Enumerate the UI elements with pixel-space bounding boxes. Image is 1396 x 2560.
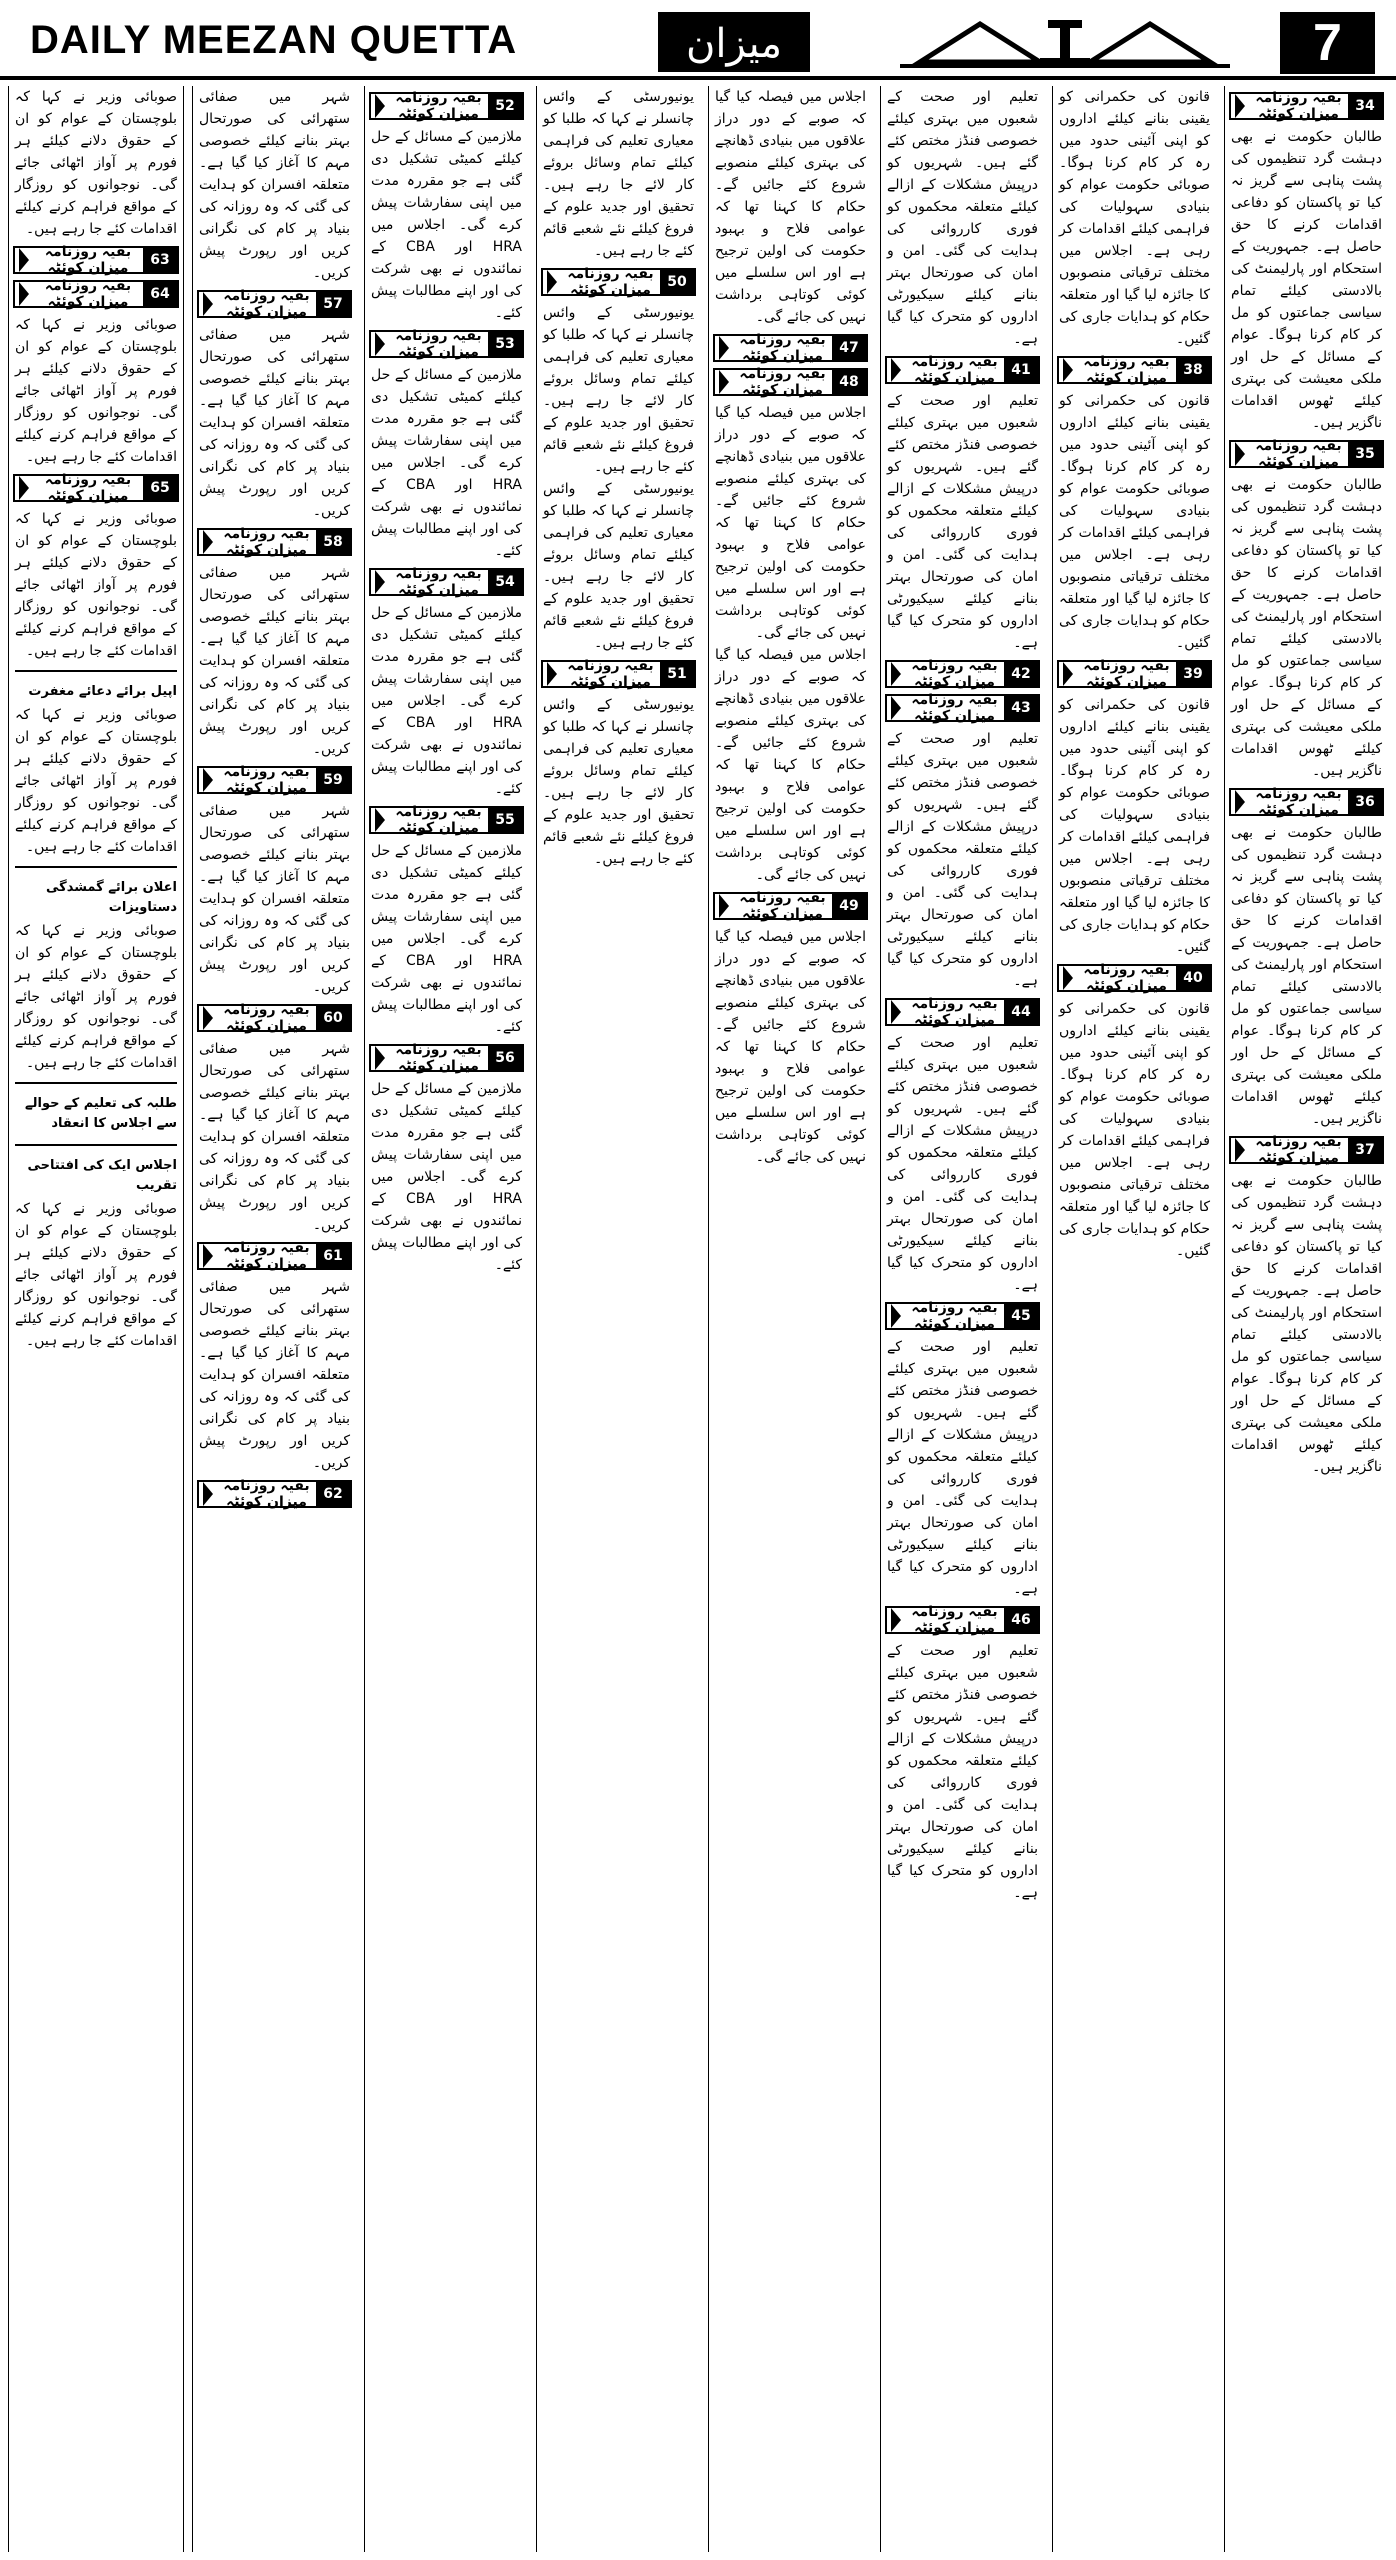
continuation-head	[1057, 660, 1212, 688]
continuation-number: 36	[1348, 790, 1382, 814]
column-text: قانون کی حکمرانی کو یقینی بنانے کیلئے اداروں کو اپنی آئینی حدود میں رہ کر کام کرنا ہوگا۔ صوبائی حکومت عوام کو بنیادی سہولیات کی فراہمی کیلئے اقدامات کر رہی ہے۔ اجلاس میں مختلف ترقیاتی منصوبوں کا جائزہ لیا گیا اور متعلقہ حکام کو ہدایات جاری کی گئیں۔	[1059, 89, 1210, 347]
continuation-number: 39	[1176, 662, 1210, 686]
continuation-number: 60	[316, 1006, 350, 1030]
column-4	[708, 86, 872, 2552]
continuation-head	[369, 568, 524, 596]
notice-title: اعلان برائے گمشدگی دستاویزات	[45, 880, 177, 915]
continuation-label: بقیہ روزنامہ میزان کوئٹہ	[739, 366, 826, 398]
column-text: اجلاس میں فیصلہ کیا گیا کہ صوبے کے دور دراز علاقوں میں بنیادی ڈھانچے کی بہتری کیلئے منصوبے شروع کئے جائیں گے۔ حکام کا کہنا تھا کہ عوامی فلاح و بہبود حکومت کی اولین ترجیح ہے اور اس سلسلے میں کوئی کوتاہی برداشت نہیں کی جائے گی۔	[715, 929, 866, 1165]
triangle-icon	[547, 270, 557, 294]
column-text: صوبائی وزیر نے کہا کہ بلوچستان کے عوام کو ان کے حقوق دلانے کیلئے ہر فورم پر آواز اٹھائی جائے گی۔ نوجوانوں کو روزگار کے مواقع فراہم کرنے کیلئے اقدامات کئے جا رہے ہیں۔	[15, 89, 177, 237]
triangle-icon	[203, 768, 213, 792]
column-2	[1052, 86, 1216, 2552]
continuation-head	[885, 1606, 1040, 1634]
continuation-head	[885, 694, 1040, 722]
triangle-icon	[1235, 790, 1245, 814]
continuation-head	[197, 528, 352, 556]
column-text: تعلیم اور صحت کے شعبوں میں بہتری کیلئے خصوصی فنڈز مختص کئے گئے ہیں۔ شہریوں کو درپیش مشکلات کے ازالے کیلئے متعلقہ محکموں کو فوری کارروائی کی ہدایت کی گئی۔ امن و امان کی صورتحال بہتر بنانے کیلئے سیکیورٹی اداروں کو متحرک کیا گیا ہے۔	[887, 1643, 1038, 1901]
continuation-number: 53	[488, 332, 522, 356]
column-text: یونیورسٹی کے وائس چانسلر نے کہا کہ طلبا کو معیاری تعلیم کی فراہمی کیلئے تمام وسائل بروئے کار لائے جا رہے ہیں۔ تحقیق اور جدید علوم کے فروغ کیلئے نئے شعبے قائم کئے جا رہے ہیں۔	[543, 89, 694, 259]
continuation-label: بقیہ روزنامہ میزان کوئٹہ	[223, 1478, 310, 1510]
continuation-head	[13, 280, 179, 308]
continuation-head	[713, 334, 868, 362]
column-text: صوبائی وزیر نے کہا کہ بلوچستان کے عوام کو ان کے حقوق دلانے کیلئے ہر فورم پر آواز اٹھائی جائے گی۔ نوجوانوں کو روزگار کے مواقع فراہم کرنے کیلئے اقدامات کئے جا رہے ہیں۔	[15, 707, 177, 855]
continuation-label: بقیہ روزنامہ میزان کوئٹہ	[223, 1240, 310, 1272]
column-text: شہر میں صفائی ستھرائی کی صورتحال بہتر بنانے کیلئے خصوصی مہم کا آغاز کیا گیا ہے۔ متعلقہ افسران کو ہدایت کی گئی کہ وہ روزانہ کی بنیاد پر کام کی نگرانی کریں اور رپورٹ پیش کریں۔	[199, 565, 350, 757]
continuation-label: بقیہ روزنامہ میزان کوئٹہ	[1255, 786, 1342, 818]
scales-of-justice-icon	[900, 10, 1230, 72]
column-text: اجلاس میں فیصلہ کیا گیا کہ صوبے کے دور دراز علاقوں میں بنیادی ڈھانچے کی بہتری کیلئے منصوبے شروع کئے جائیں گے۔ حکام کا کہنا تھا کہ عوامی فلاح و بہبود حکومت کی اولین ترجیح ہے اور اس سلسلے میں کوئی کوتاہی برداشت نہیں کی جائے گی۔	[715, 89, 866, 325]
triangle-icon	[1235, 94, 1245, 118]
triangle-icon	[19, 248, 29, 272]
column-text: ملازمین کے مسائل کے حل کیلئے کمیٹی تشکیل دی گئی ہے جو مقررہ مدت میں اپنی سفارشات پیش کرے گی۔ اجلاس میں HRA اور CBA کے نمائندوں نے بھی شرکت کی اور اپنے مطالبات پیش کئے۔	[371, 605, 522, 797]
continuation-number: 47	[832, 336, 866, 360]
triangle-icon	[1235, 442, 1245, 466]
continuation-head	[197, 1480, 352, 1508]
column-text: طالبان حکومت نے بھی دہشت گرد تنظیموں کی پشت پناہی سے گریز نہ کیا تو پاکستان کو دفاعی اقدامات کرنے کا حق حاصل ہے۔ جمہوریت کے استحکام اور پارلیمنٹ کی بالادستی کیلئے تمام سیاسی جماعتوں کو مل کر کام کرنا ہوگا۔ عوام کے مسائل کے حل اور ملکی معیشت کی بہتری کیلئے ٹھوس اقدامات ناگزیر ہیں۔	[1231, 825, 1382, 1127]
continuation-head	[369, 92, 524, 120]
column-text: تعلیم اور صحت کے شعبوں میں بہتری کیلئے خصوصی فنڈز مختص کئے گئے ہیں۔ شہریوں کو درپیش مشکلات کے ازالے کیلئے متعلقہ محکموں کو فوری کارروائی کی ہدایت کی گئی۔ امن و امان کی صورتحال بہتر بنانے کیلئے سیکیورٹی اداروں کو متحرک کیا گیا ہے۔	[887, 731, 1038, 989]
continuation-number: 50	[660, 270, 694, 294]
triangle-icon	[891, 1304, 901, 1328]
continuation-label: بقیہ روزنامہ میزان کوئٹہ	[911, 1604, 998, 1636]
continuation-label: بقیہ روزنامہ میزان کوئٹہ	[911, 996, 998, 1028]
column-6	[364, 86, 528, 2552]
column-text: طالبان حکومت نے بھی دہشت گرد تنظیموں کی پشت پناہی سے گریز نہ کیا تو پاکستان کو دفاعی اقدامات کرنے کا حق حاصل ہے۔ جمہوریت کے استحکام اور پارلیمنٹ کی بالادستی کیلئے تمام سیاسی جماعتوں کو مل کر کام کرنا ہوگا۔ عوام کے مسائل کے حل اور ملکی معیشت کی بہتری کیلئے ٹھوس اقدامات ناگزیر ہیں۔	[1231, 1173, 1382, 1475]
continuation-number: 58	[316, 530, 350, 554]
triangle-icon	[1235, 1138, 1245, 1162]
continuation-head	[541, 660, 696, 688]
column-text: یونیورسٹی کے وائس چانسلر نے کہا کہ طلبا کو معیاری تعلیم کی فراہمی کیلئے تمام وسائل بروئے کار لائے جا رہے ہیں۔ تحقیق اور جدید علوم کے فروغ کیلئے نئے شعبے قائم کئے جا رہے ہیں۔	[543, 481, 694, 651]
continuation-number: 37	[1348, 1138, 1382, 1162]
column-text: شہر میں صفائی ستھرائی کی صورتحال بہتر بنانے کیلئے خصوصی مہم کا آغاز کیا گیا ہے۔ متعلقہ افسران کو ہدایت کی گئی کہ وہ روزانہ کی بنیاد پر کام کی نگرانی کریں اور رپورٹ پیش کریں۔	[199, 327, 350, 519]
triangle-icon	[547, 662, 557, 686]
column-text: قانون کی حکمرانی کو یقینی بنانے کیلئے اداروں کو اپنی آئینی حدود میں رہ کر کام کرنا ہوگا۔ صوبائی حکومت عوام کو بنیادی سہولیات کی فراہمی کیلئے اقدامات کر رہی ہے۔ اجلاس میں مختلف ترقیاتی منصوبوں کا جائزہ لیا گیا اور متعلقہ حکام کو ہدایات جاری کی گئیں۔	[1059, 697, 1210, 955]
continuation-number: 44	[1004, 1000, 1038, 1024]
triangle-icon	[203, 1006, 213, 1030]
triangle-icon	[1063, 662, 1073, 686]
continuation-label: بقیہ روزنامہ میزان کوئٹہ	[911, 692, 998, 724]
continuation-number: 56	[488, 1046, 522, 1070]
continuation-head	[1229, 440, 1384, 468]
continuation-label: بقیہ روزنامہ میزان کوئٹہ	[44, 472, 132, 504]
column-text: ملازمین کے مسائل کے حل کیلئے کمیٹی تشکیل دی گئی ہے جو مقررہ مدت میں اپنی سفارشات پیش کرے گی۔ اجلاس میں HRA اور CBA کے نمائندوں نے بھی شرکت کی اور اپنے مطالبات پیش کئے۔	[371, 367, 522, 559]
triangle-icon	[203, 530, 213, 554]
column-text: طالبان حکومت نے بھی دہشت گرد تنظیموں کی پشت پناہی سے گریز نہ کیا تو پاکستان کو دفاعی اقدامات کرنے کا حق حاصل ہے۔ جمہوریت کے استحکام اور پارلیمنٹ کی بالادستی کیلئے تمام سیاسی جماعتوں کو مل کر کام کرنا ہوگا۔ عوام کے مسائل کے حل اور ملکی معیشت کی بہتری کیلئے ٹھوس اقدامات ناگزیر ہیں۔	[1231, 129, 1382, 431]
continuation-head	[197, 290, 352, 318]
column-text: تعلیم اور صحت کے شعبوں میں بہتری کیلئے خصوصی فنڈز مختص کئے گئے ہیں۔ شہریوں کو درپیش مشکلات کے ازالے کیلئے متعلقہ محکموں کو فوری کارروائی کی ہدایت کی گئی۔ امن و امان کی صورتحال بہتر بنانے کیلئے سیکیورٹی اداروں کو متحرک کیا گیا ہے۔	[887, 1339, 1038, 1597]
continuation-number: 49	[832, 894, 866, 918]
continuation-label: بقیہ روزنامہ میزان کوئٹہ	[1083, 658, 1170, 690]
continuation-number: 45	[1004, 1304, 1038, 1328]
column-5	[536, 86, 700, 2552]
column-text: اجلاس میں فیصلہ کیا گیا کہ صوبے کے دور دراز علاقوں میں بنیادی ڈھانچے کی بہتری کیلئے منصوبے شروع کئے جائیں گے۔ حکام کا کہنا تھا کہ عوامی فلاح و بہبود حکومت کی اولین ترجیح ہے اور اس سلسلے میں کوئی کوتاہی برداشت نہیں کی جائے گی۔	[715, 647, 866, 883]
triangle-icon	[19, 282, 29, 306]
continuation-head	[197, 1242, 352, 1270]
triangle-icon	[891, 1608, 901, 1632]
continuation-label: بقیہ روزنامہ میزان کوئٹہ	[395, 1042, 482, 1074]
continuation-head	[885, 660, 1040, 688]
continuation-number: 63	[143, 248, 177, 272]
continuation-number: 51	[660, 662, 694, 686]
continuation-head	[1229, 92, 1384, 120]
triangle-icon	[375, 332, 385, 356]
masthead	[0, 0, 1396, 80]
continuation-head	[885, 1302, 1040, 1330]
masthead-title: DAILY MEEZAN QUETTA	[30, 18, 518, 62]
triangle-icon	[891, 1000, 901, 1024]
continuation-number: 64	[143, 282, 177, 306]
continuation-label: بقیہ روزنامہ میزان کوئٹہ	[223, 764, 310, 796]
triangle-icon	[719, 894, 729, 918]
column-text: یونیورسٹی کے وائس چانسلر نے کہا کہ طلبا کو معیاری تعلیم کی فراہمی کیلئے تمام وسائل بروئے کار لائے جا رہے ہیں۔ تحقیق اور جدید علوم کے فروغ کیلئے نئے شعبے قائم کئے جا رہے ہیں۔	[543, 697, 694, 867]
continuation-label: بقیہ روزنامہ میزان کوئٹہ	[1083, 962, 1170, 994]
continuation-number: 57	[316, 292, 350, 316]
continuation-label: بقیہ روزنامہ میزان کوئٹہ	[567, 266, 654, 298]
column-text: شہر میں صفائی ستھرائی کی صورتحال بہتر بنانے کیلئے خصوصی مہم کا آغاز کیا گیا ہے۔ متعلقہ افسران کو ہدایت کی گئی کہ وہ روزانہ کی بنیاد پر کام کی نگرانی کریں اور رپورٹ پیش کریں۔	[199, 1041, 350, 1233]
continuation-head	[369, 806, 524, 834]
triangle-icon	[375, 570, 385, 594]
continuation-number: 41	[1004, 358, 1038, 382]
continuation-head	[1229, 1136, 1384, 1164]
continuation-label: بقیہ روزنامہ میزان کوئٹہ	[223, 288, 310, 320]
continuation-head	[13, 474, 179, 502]
column-text: صوبائی وزیر نے کہا کہ بلوچستان کے عوام کو ان کے حقوق دلانے کیلئے ہر فورم پر آواز اٹھائی جائے گی۔ نوجوانوں کو روزگار کے مواقع فراہم کرنے کیلئے اقدامات کئے جا رہے ہیں۔	[15, 511, 177, 659]
continuation-head	[1057, 356, 1212, 384]
continuation-label: بقیہ روزنامہ میزان کوئٹہ	[739, 890, 826, 922]
triangle-icon	[719, 336, 729, 360]
triangle-icon	[375, 1046, 385, 1070]
continuation-head	[13, 246, 179, 274]
notice-title: اپیل برائے دعائے مغفرت	[28, 684, 177, 699]
triangle-icon	[1063, 966, 1073, 990]
column-1	[1224, 86, 1388, 2552]
continuation-label: بقیہ روزنامہ میزان کوئٹہ	[395, 804, 482, 836]
column-text: شہر میں صفائی ستھرائی کی صورتحال بہتر بنانے کیلئے خصوصی مہم کا آغاز کیا گیا ہے۔ متعلقہ افسران کو ہدایت کی گئی کہ وہ روزانہ کی بنیاد پر کام کی نگرانی کریں اور رپورٹ پیش کریں۔	[199, 1279, 350, 1471]
column-3	[880, 86, 1044, 2552]
continuation-number: 43	[1004, 696, 1038, 720]
continuation-label: بقیہ روزنامہ میزان کوئٹہ	[1255, 1134, 1342, 1166]
continuation-label: بقیہ روزنامہ میزان کوئٹہ	[395, 328, 482, 360]
continuation-number: 46	[1004, 1608, 1038, 1632]
continuation-label: بقیہ روزنامہ میزان کوئٹہ	[911, 1300, 998, 1332]
column-text: قانون کی حکمرانی کو یقینی بنانے کیلئے اداروں کو اپنی آئینی حدود میں رہ کر کام کرنا ہوگا۔ صوبائی حکومت عوام کو بنیادی سہولیات کی فراہمی کیلئے اقدامات کر رہی ہے۔ اجلاس میں مختلف ترقیاتی منصوبوں کا جائزہ لیا گیا اور متعلقہ حکام کو ہدایات جاری کی گئیں۔	[1059, 1001, 1210, 1259]
column-7	[192, 86, 356, 2552]
column-text: شہر میں صفائی ستھرائی کی صورتحال بہتر بنانے کیلئے خصوصی مہم کا آغاز کیا گیا ہے۔ متعلقہ افسران کو ہدایت کی گئی کہ وہ روزانہ کی بنیاد پر کام کی نگرانی کریں اور رپورٹ پیش کریں۔	[199, 803, 350, 995]
continuation-head	[713, 368, 868, 396]
continuation-head	[369, 330, 524, 358]
newspaper-logo: میزان	[658, 12, 810, 72]
continuation-label: بقیہ روزنامہ میزان کوئٹہ	[44, 244, 132, 276]
column-text: شہر میں صفائی ستھرائی کی صورتحال بہتر بنانے کیلئے خصوصی مہم کا آغاز کیا گیا ہے۔ متعلقہ افسران کو ہدایت کی گئی کہ وہ روزانہ کی بنیاد پر کام کی نگرانی کریں اور رپورٹ پیش کریں۔	[199, 89, 350, 281]
continuation-number: 35	[1348, 442, 1382, 466]
triangle-icon	[891, 696, 901, 720]
triangle-icon	[891, 662, 901, 686]
continuation-number: 62	[316, 1482, 350, 1506]
triangle-icon	[891, 358, 901, 382]
triangle-icon	[719, 370, 729, 394]
continuation-label: بقیہ روزنامہ میزان کوئٹہ	[911, 354, 998, 386]
continuation-number: 38	[1176, 358, 1210, 382]
continuation-head	[885, 998, 1040, 1026]
column-text: صوبائی وزیر نے کہا کہ بلوچستان کے عوام کو ان کے حقوق دلانے کیلئے ہر فورم پر آواز اٹھائی جائے گی۔ نوجوانوں کو روزگار کے مواقع فراہم کرنے کیلئے اقدامات کئے جا رہے ہیں۔	[15, 1201, 177, 1349]
divider	[15, 866, 177, 868]
continuation-label: بقیہ روزنامہ میزان کوئٹہ	[223, 1002, 310, 1034]
continuation-label: بقیہ روزنامہ میزان کوئٹہ	[44, 278, 132, 310]
triangle-icon	[1063, 358, 1073, 382]
continuation-label: بقیہ روزنامہ میزان کوئٹہ	[739, 332, 826, 364]
column-text: تعلیم اور صحت کے شعبوں میں بہتری کیلئے خصوصی فنڈز مختص کئے گئے ہیں۔ شہریوں کو درپیش مشکلات کے ازالے کیلئے متعلقہ محکموں کو فوری کارروائی کی ہدایت کی گئی۔ امن و امان کی صورتحال بہتر بنانے کیلئے سیکیورٹی اداروں کو متحرک کیا گیا ہے۔	[887, 89, 1038, 347]
triangle-icon	[203, 292, 213, 316]
continuation-head	[885, 356, 1040, 384]
continuation-head	[369, 1044, 524, 1072]
divider	[15, 1082, 177, 1084]
column-text: تعلیم اور صحت کے شعبوں میں بہتری کیلئے خصوصی فنڈز مختص کئے گئے ہیں۔ شہریوں کو درپیش مشکلات کے ازالے کیلئے متعلقہ محکموں کو فوری کارروائی کی ہدایت کی گئی۔ امن و امان کی صورتحال بہتر بنانے کیلئے سیکیورٹی اداروں کو متحرک کیا گیا ہے۔	[887, 393, 1038, 651]
column-text: طالبان حکومت نے بھی دہشت گرد تنظیموں کی پشت پناہی سے گریز نہ کیا تو پاکستان کو دفاعی اقدامات کرنے کا حق حاصل ہے۔ جمہوریت کے استحکام اور پارلیمنٹ کی بالادستی کیلئے تمام سیاسی جماعتوں کو مل کر کام کرنا ہوگا۔ عوام کے مسائل کے حل اور ملکی معیشت کی بہتری کیلئے ٹھوس اقدامات ناگزیر ہیں۔	[1231, 477, 1382, 779]
column-text: قانون کی حکمرانی کو یقینی بنانے کیلئے اداروں کو اپنی آئینی حدود میں رہ کر کام کرنا ہوگا۔ صوبائی حکومت عوام کو بنیادی سہولیات کی فراہمی کیلئے اقدامات کر رہی ہے۔ اجلاس میں مختلف ترقیاتی منصوبوں کا جائزہ لیا گیا اور متعلقہ حکام کو ہدایات جاری کی گئیں۔	[1059, 393, 1210, 651]
continuation-label: بقیہ روزنامہ میزان کوئٹہ	[1083, 354, 1170, 386]
continuation-number: 65	[143, 476, 177, 500]
continuation-number: 34	[1348, 94, 1382, 118]
column-8	[8, 86, 184, 2552]
column-text: تعلیم اور صحت کے شعبوں میں بہتری کیلئے خصوصی فنڈز مختص کئے گئے ہیں۔ شہریوں کو درپیش مشکلات کے ازالے کیلئے متعلقہ محکموں کو فوری کارروائی کی ہدایت کی گئی۔ امن و امان کی صورتحال بہتر بنانے کیلئے سیکیورٹی اداروں کو متحرک کیا گیا ہے۔	[887, 1035, 1038, 1293]
continuation-label: بقیہ روزنامہ میزان کوئٹہ	[1255, 90, 1342, 122]
column-text: ملازمین کے مسائل کے حل کیلئے کمیٹی تشکیل دی گئی ہے جو مقررہ مدت میں اپنی سفارشات پیش کرے گی۔ اجلاس میں HRA اور CBA کے نمائندوں نے بھی شرکت کی اور اپنے مطالبات پیش کئے۔	[371, 129, 522, 321]
column-text: ملازمین کے مسائل کے حل کیلئے کمیٹی تشکیل دی گئی ہے جو مقررہ مدت میں اپنی سفارشات پیش کرے گی۔ اجلاس میں HRA اور CBA کے نمائندوں نے بھی شرکت کی اور اپنے مطالبات پیش کئے۔	[371, 843, 522, 1035]
divider	[15, 1144, 177, 1146]
continuation-head	[713, 892, 868, 920]
continuation-label: بقیہ روزنامہ میزان کوئٹہ	[395, 90, 482, 122]
continuation-head	[1057, 964, 1212, 992]
divider	[15, 670, 177, 672]
continuation-number: 48	[832, 370, 866, 394]
triangle-icon	[203, 1482, 213, 1506]
continuation-number: 42	[1004, 662, 1038, 686]
continuation-head	[541, 268, 696, 296]
columns-grid	[8, 86, 1388, 2552]
column-text: یونیورسٹی کے وائس چانسلر نے کہا کہ طلبا کو معیاری تعلیم کی فراہمی کیلئے تمام وسائل بروئے کار لائے جا رہے ہیں۔ تحقیق اور جدید علوم کے فروغ کیلئے نئے شعبے قائم کئے جا رہے ہیں۔	[543, 305, 694, 475]
continuation-label: بقیہ روزنامہ میزان کوئٹہ	[567, 658, 654, 690]
continuation-number: 54	[488, 570, 522, 594]
continuation-number: 52	[488, 94, 522, 118]
continuation-label: بقیہ روزنامہ میزان کوئٹہ	[223, 526, 310, 558]
continuation-label: بقیہ روزنامہ میزان کوئٹہ	[911, 658, 998, 690]
column-text: صوبائی وزیر نے کہا کہ بلوچستان کے عوام کو ان کے حقوق دلانے کیلئے ہر فورم پر آواز اٹھائی جائے گی۔ نوجوانوں کو روزگار کے مواقع فراہم کرنے کیلئے اقدامات کئے جا رہے ہیں۔	[15, 923, 177, 1071]
page-number: 7	[1280, 12, 1375, 74]
continuation-label: بقیہ روزنامہ میزان کوئٹہ	[395, 566, 482, 598]
continuation-head	[197, 766, 352, 794]
triangle-icon	[375, 94, 385, 118]
notice-title: اجلاس ایک کی افتتاحی تقریب	[27, 1158, 177, 1193]
continuation-head	[197, 1004, 352, 1032]
continuation-number: 40	[1176, 966, 1210, 990]
continuation-number: 61	[316, 1244, 350, 1268]
notice-title: طلبہ کی تعلیم کے حوالے سے اجلاس کا انعقاد	[25, 1096, 177, 1131]
column-text: ملازمین کے مسائل کے حل کیلئے کمیٹی تشکیل دی گئی ہے جو مقررہ مدت میں اپنی سفارشات پیش کرے گی۔ اجلاس میں HRA اور CBA کے نمائندوں نے بھی شرکت کی اور اپنے مطالبات پیش کئے۔	[371, 1081, 522, 1273]
column-text: صوبائی وزیر نے کہا کہ بلوچستان کے عوام کو ان کے حقوق دلانے کیلئے ہر فورم پر آواز اٹھائی جائے گی۔ نوجوانوں کو روزگار کے مواقع فراہم کرنے کیلئے اقدامات کئے جا رہے ہیں۔	[15, 317, 177, 465]
continuation-head	[1229, 788, 1384, 816]
triangle-icon	[203, 1244, 213, 1268]
triangle-icon	[19, 476, 29, 500]
continuation-number: 55	[488, 808, 522, 832]
continuation-label: بقیہ روزنامہ میزان کوئٹہ	[1255, 438, 1342, 470]
triangle-icon	[375, 808, 385, 832]
continuation-number: 59	[316, 768, 350, 792]
column-text: اجلاس میں فیصلہ کیا گیا کہ صوبے کے دور دراز علاقوں میں بنیادی ڈھانچے کی بہتری کیلئے منصوبے شروع کئے جائیں گے۔ حکام کا کہنا تھا کہ عوامی فلاح و بہبود حکومت کی اولین ترجیح ہے اور اس سلسلے میں کوئی کوتاہی برداشت نہیں کی جائے گی۔	[715, 405, 866, 641]
